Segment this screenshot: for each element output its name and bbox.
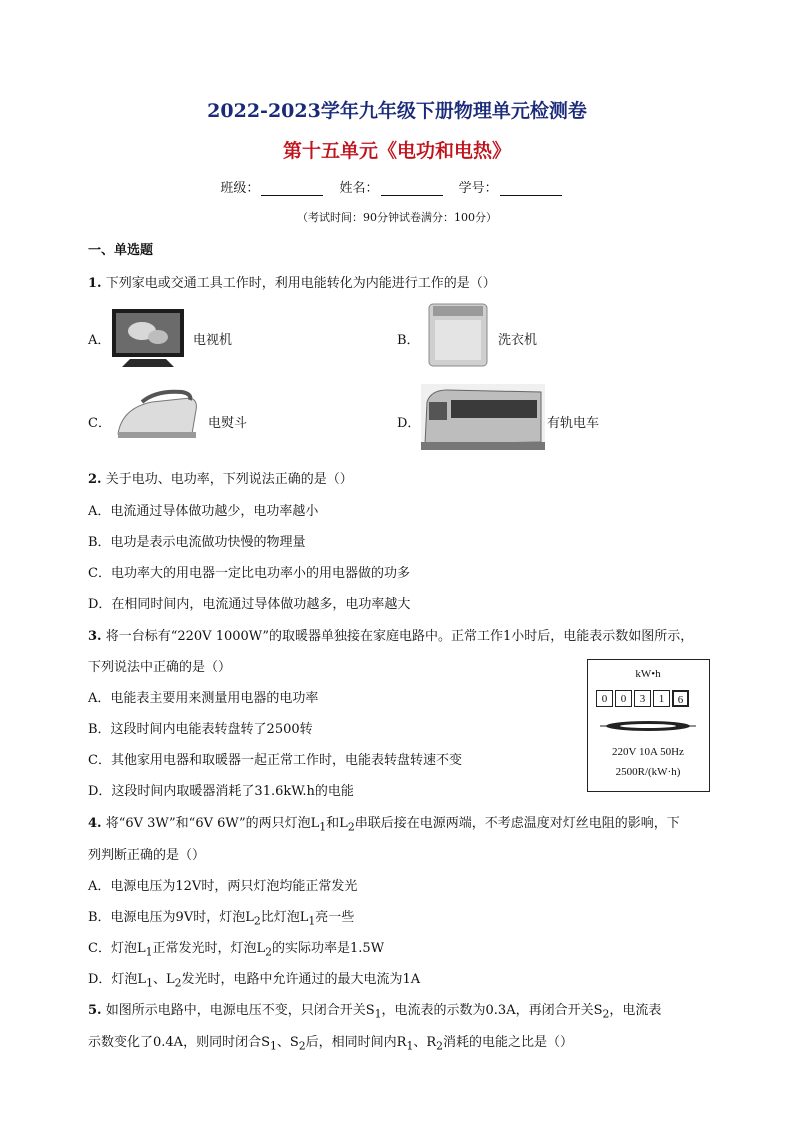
meter-disc-icon (598, 718, 698, 734)
opt-part: D．灯泡L (88, 972, 147, 987)
stem-part: 如图所示电路中，电源电压不变，只闭合开关S (105, 1003, 375, 1018)
question-number: 5. (88, 1003, 102, 1018)
class-blank (261, 181, 323, 196)
question-stem: 将一台标有“220V 1000W”的取暖器单独接在家庭电路中。正常工作1小时后，电能表示数如图所示， (105, 629, 694, 644)
id-label: 学号： (458, 181, 498, 196)
stem-part: ，电流表的示数为0.3A，再闭合开关S (381, 1003, 603, 1018)
option-c (88, 937, 384, 959)
question-2 (88, 468, 353, 487)
page-subtitle: 第十五单元《电功和电热》 (282, 140, 511, 162)
opt-part: 发光时，电路中允许通过的最大电流为1A (181, 972, 421, 987)
stem-part: 串联后接在电源两端，不考虑温度对灯丝电阻的影响，下 (354, 816, 680, 831)
subscript: 2 (174, 976, 182, 990)
option-text: 电视机 (193, 333, 233, 348)
subscript: 1 (406, 1039, 414, 1053)
stem-part: 和L (326, 816, 348, 831)
subscript: 2 (436, 1039, 444, 1053)
question-number: 1. (88, 276, 102, 291)
meter-constant: 2500R/(kW·h) (615, 766, 681, 778)
question-stem: 关于电功、电功率，下列说法正确的是（） (105, 472, 353, 487)
meter-digit: 0 (596, 690, 613, 707)
meter-digit: 3 (634, 690, 651, 707)
meter-digits (596, 690, 691, 707)
question-number: 2. (88, 472, 102, 487)
id-blank (500, 181, 562, 196)
opt-part: 正常发光时，灯泡L (152, 941, 266, 956)
tram-icon (421, 384, 545, 450)
question-4 (88, 812, 680, 834)
option-a: A．电能表主要用来测量用电器的电功率 (88, 691, 319, 706)
question-stem: 下列家电或交通工具工作时，利用电能转化为内能进行工作的是（） (105, 276, 496, 291)
option-a: A．电源电压为12V时，两只灯泡均能正常发光 (88, 879, 358, 894)
stem-part: 、S (276, 1035, 299, 1050)
page-title: 2022-2023学年九年级下册物理单元检测卷 (207, 100, 587, 122)
energy-meter-figure (587, 659, 710, 792)
opt-part: B．电源电压为9V时，灯泡L (88, 910, 254, 925)
stem-part: 后，相同时间内R (305, 1035, 407, 1050)
stem-part: ，电流表 (609, 1003, 662, 1018)
question-number: 3. (88, 629, 102, 644)
option-b: B．这段时间内电能表转盘转了2500转 (88, 722, 313, 737)
subscript: 2 (253, 914, 261, 928)
meter-digit: 6 (672, 690, 689, 707)
tv-icon (108, 305, 188, 371)
stem-part: 、R (413, 1035, 437, 1050)
washing-machine-icon (421, 300, 495, 370)
subscript: 1 (146, 976, 153, 990)
question-stem-cont: 列判断正确的是（） (88, 848, 206, 863)
opt-part: 、L (152, 972, 175, 987)
option-a: A．电流通过导体做功越少，电功率越小 (88, 504, 319, 519)
opt-part: 的实际功率是1.5W (272, 941, 385, 956)
subscript: 1 (319, 820, 327, 834)
option-letter: D． (397, 416, 421, 431)
subscript: 2 (265, 945, 273, 959)
opt-part: 比灯泡L (260, 910, 309, 925)
class-label: 班级： (220, 181, 260, 196)
option-d: D．这段时间内取暖器消耗了31.6kW.h的电能 (88, 784, 354, 799)
option-c: C．其他家用电器和取暖器一起正常工作时，电能表转盘转速不变 (88, 753, 462, 768)
subscript: 1 (308, 914, 316, 928)
option-letter: A． (88, 333, 111, 348)
meter-digit: 0 (615, 690, 632, 707)
meter-unit: kW•h (635, 668, 661, 680)
question-stem-cont (88, 1031, 573, 1053)
section-title: 一、单选题 (88, 243, 154, 258)
opt-part: C．灯泡L (88, 941, 146, 956)
stem-part: 将“6V 3W”和“6V 6W”的两只灯泡L (105, 816, 320, 831)
subscript: 1 (145, 945, 153, 959)
option-letter: B． (397, 333, 420, 348)
subscript: 1 (269, 1039, 277, 1053)
subscript: 1 (374, 1007, 382, 1021)
question-stem-cont: 下列说法中正确的是（） (88, 660, 232, 675)
option-b: B．电功是表示电流做功快慢的物理量 (88, 535, 306, 550)
option-letter: C． (88, 416, 111, 431)
subscript: 2 (347, 820, 355, 834)
meter-rating: 220V 10A 50Hz (612, 746, 684, 758)
question-number: 4. (88, 816, 102, 831)
name-blank (381, 181, 443, 196)
stem-part: 消耗的电能之比是（） (443, 1035, 574, 1050)
stem-part: 示数变化了0.4A，则同时闭合S (88, 1035, 270, 1050)
option-text: 有轨电车 (547, 416, 600, 431)
option-b (88, 906, 354, 928)
meter-digit: 1 (653, 690, 670, 707)
option-c: C．电功率大的用电器一定比电功率小的用电器做的功多 (88, 566, 410, 581)
exam-note: （考试时间：90分钟试卷满分：100分） (297, 211, 497, 224)
option-d (88, 968, 420, 990)
option-text: 电熨斗 (208, 416, 248, 431)
student-info (0, 177, 794, 196)
question-1 (88, 272, 496, 291)
subscript: 2 (298, 1039, 306, 1053)
subscript: 2 (602, 1007, 610, 1021)
iron-icon (112, 388, 202, 444)
question-5 (88, 999, 661, 1021)
option-d: D．在相同时间内，电流通过导体做功越多，电功率越大 (88, 597, 411, 612)
name-label: 姓名： (339, 181, 379, 196)
question-3 (88, 625, 693, 644)
option-text: 洗衣机 (498, 333, 538, 348)
opt-part: 亮一些 (315, 910, 355, 925)
